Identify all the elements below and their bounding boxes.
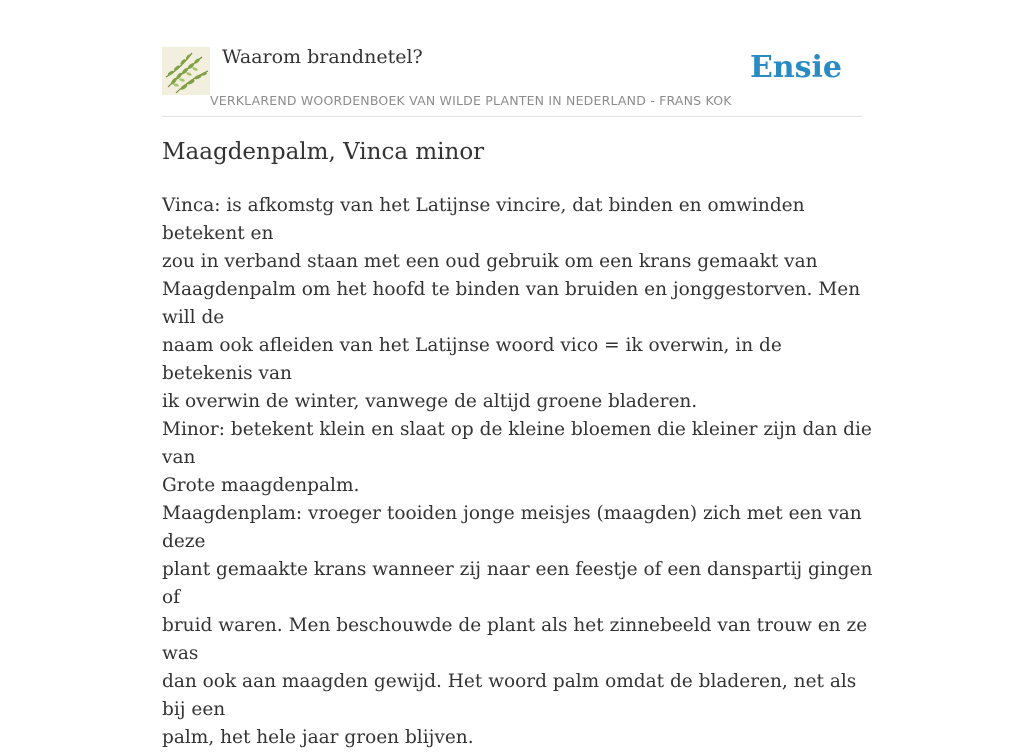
brand-logo[interactable]: Ensie	[749, 50, 842, 85]
entry-paragraph: Minor: betekent klein en slaat op de kleine bloemen die kleiner zijn dan die van Grote maagdenpalm.	[162, 419, 872, 496]
entry-paragraph: Maagdenplam: vroeger tooiden jonge meisjes (maagden) zich met een van deze plant gemaakte krans wanneer zij naar een feestje of een danspartij gingen of bruid waren. Men beschouwde de plant als het zinnebeeld van trouw en ze was dan ook aan maagden gewijd. Het woord palm omdat de bladeren, net als bij een palm, het hele jaar groen blijven.	[162, 503, 873, 748]
entry-body	[162, 192, 874, 752]
entry-paragraph: Vinca: is afkomstg van het Latijnse vincire, dat binden en omwinden betekent en zou in verband staan met een oud gebruik om een krans gemaakt van Maagdenpalm om het hoofd te binden van bruiden en jonggestorven. Men will de naam ook afleiden van het Latijnse woord vico = ik overwin, in de betekenis van ik overwin de winter, vanwege de altijd groene bladeren.	[162, 195, 861, 412]
book-title[interactable]: Waarom brandnetel?	[222, 46, 423, 68]
entry-title: Maagdenpalm, Vinca minor	[162, 139, 485, 165]
fern-leaves-icon[interactable]	[162, 47, 210, 95]
header	[162, 44, 862, 117]
book-subtitle[interactable]: VERKLAREND WOORDENBOEK VAN WILDE PLANTEN IN NEDERLAND - FRANS KOK	[210, 93, 732, 108]
